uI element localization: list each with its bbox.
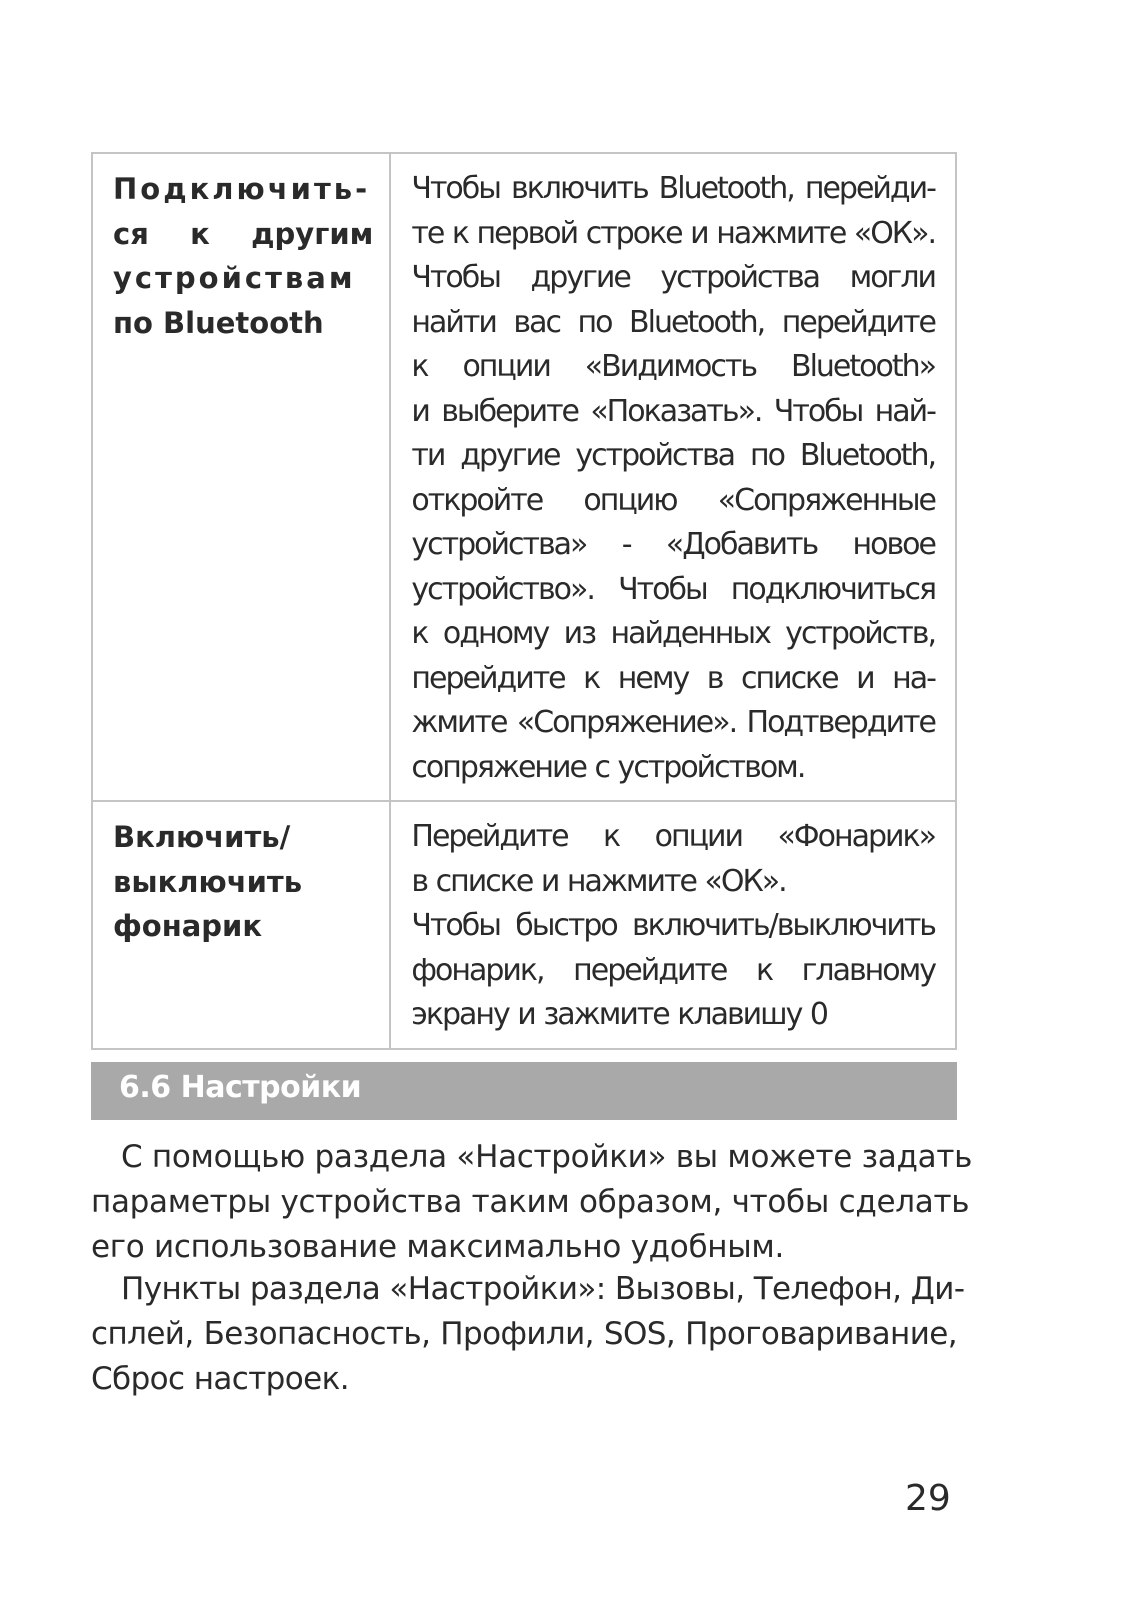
description-line: Чтобы быстро включить/выключить — [411, 908, 935, 943]
description-line: экрану и зажмите клавишу 0 — [411, 997, 827, 1032]
description-line: найти вас по Bluetooth, перейдите — [411, 304, 935, 340]
paragraph-line: Сброс настроек. — [91, 1361, 349, 1397]
paragraph-line: С помощью раздела «Настройки» вы можете задать — [121, 1139, 973, 1175]
description-cell — [390, 153, 956, 801]
description-line: те к первой строке и нажмите «ОК». — [411, 215, 935, 251]
instructions-table — [91, 152, 957, 1050]
description-line: к одному из найденных устройств, — [411, 616, 935, 651]
description-cell — [390, 801, 956, 1049]
action-line: Включить/ — [113, 820, 291, 854]
action-line: Подключить- — [113, 172, 371, 206]
table-row — [92, 153, 956, 801]
description-line: Чтобы включить Bluetooth, перейди- — [411, 171, 935, 206]
description-line: к опции «Видимость Bluetooth» — [411, 349, 935, 384]
action-cell — [92, 801, 390, 1049]
description-line: и выберите «Показать». Чтобы най- — [411, 393, 935, 429]
paragraph-line: сплей, Безопасность, Профили, SOS, Проговаривание, — [91, 1316, 957, 1352]
section-title: 6.6 Настройки — [119, 1070, 362, 1105]
description-line: Чтобы другие устройства могли — [411, 260, 935, 295]
description-line: откройте опцию «Сопряженные — [411, 482, 935, 518]
action-cell — [92, 153, 390, 801]
action-line: выключить — [113, 864, 303, 899]
action-line: устройствам — [113, 261, 356, 295]
action-line: ся к другим — [113, 216, 374, 251]
description-line: жмите «Сопряжение». Подтвердите — [411, 705, 935, 740]
description-line: фонарик, перейдите к главному — [411, 952, 935, 988]
description-line: перейдите к нему в списке и на- — [411, 660, 935, 696]
action-line: фонарик — [113, 909, 263, 943]
paragraph-line: параметры устройства таким образом, чтобы сделать — [91, 1184, 970, 1220]
description-line: устройства» - «Добавить новое — [411, 527, 935, 562]
action-line: по Bluetooth — [113, 305, 324, 340]
page-number: 29 — [905, 1478, 951, 1519]
description-line: ти другие устройства по Bluetooth, — [411, 438, 935, 473]
paragraph-line: Пункты раздела «Настройки»: Вызовы, Телефон, Ди- — [121, 1271, 965, 1307]
table-row — [92, 801, 956, 1049]
paragraph — [91, 1267, 965, 1402]
description-line: сопряжение с устройством. — [411, 749, 805, 785]
description-line: устройство». Чтобы подключиться — [411, 571, 935, 607]
description-line: Перейдите к опции «Фонарик» — [411, 819, 935, 854]
paragraph — [91, 1135, 973, 1270]
paragraph-line: его использование максимально удобным. — [91, 1229, 785, 1265]
section-header — [91, 1062, 957, 1120]
description-line: в списке и нажмите «ОК». — [411, 863, 786, 899]
